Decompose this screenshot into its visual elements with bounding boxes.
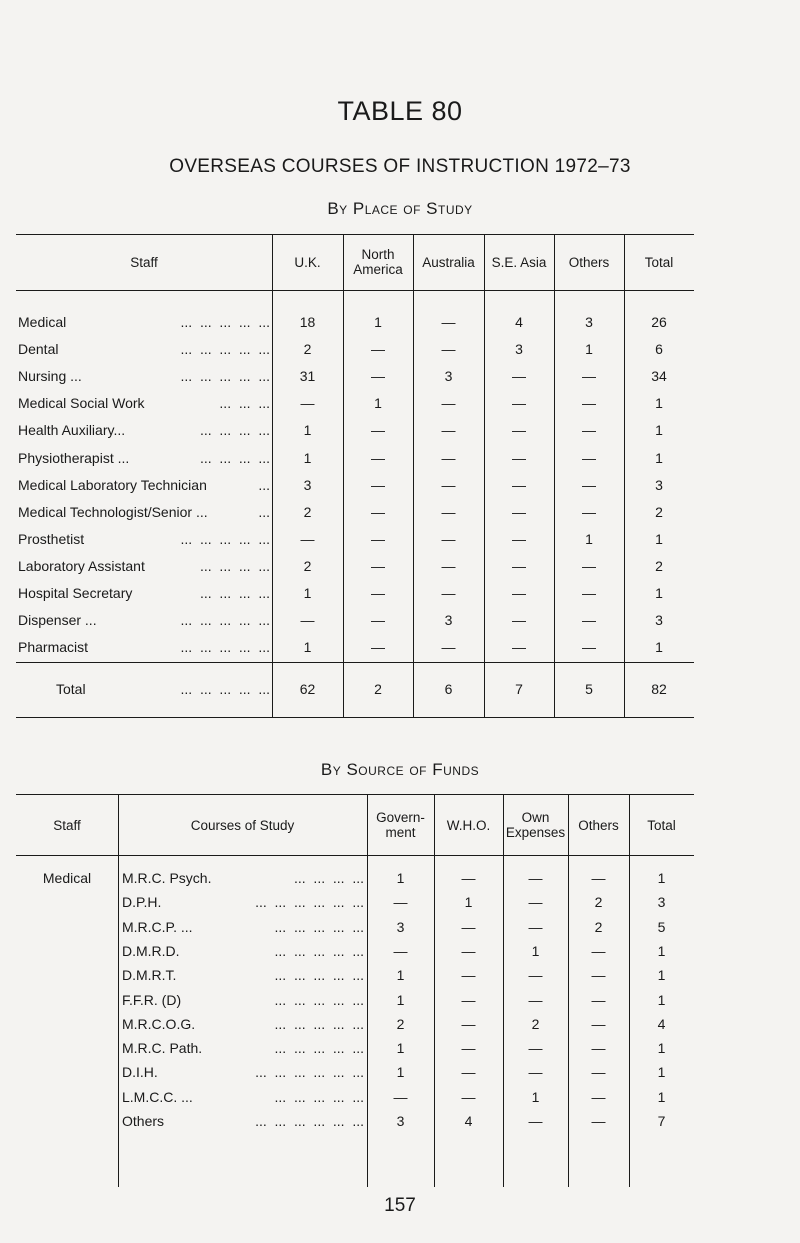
- row-leader-dots: ... ... ... ... ...: [274, 1088, 364, 1105]
- table-cell: —: [512, 585, 526, 601]
- table-cell: 18: [299, 314, 316, 330]
- table-cell: —: [528, 894, 543, 911]
- table-cell: 3: [444, 368, 453, 385]
- total-cell: 62: [299, 681, 316, 697]
- table-cell: 1: [585, 341, 593, 358]
- course-label-text: M.R.C. Path.: [122, 1040, 203, 1057]
- header-staff: Staff: [130, 255, 158, 270]
- section-place-of-study-title: By Place of Study: [327, 199, 473, 218]
- table-cell: 3: [515, 341, 523, 358]
- course-row-label: [122, 919, 364, 935]
- table-cell: 2: [594, 918, 603, 935]
- course-row-label: [122, 1016, 364, 1032]
- table-row-label: [18, 314, 270, 330]
- table-cell: —: [512, 476, 526, 493]
- table-cell: 3: [657, 894, 666, 911]
- row-leader-dots: ...: [258, 476, 270, 493]
- col-divider: [118, 794, 119, 1187]
- table-cell: —: [582, 612, 596, 629]
- row-leader-dots: ... ... ...: [219, 395, 270, 412]
- row-label-text: Pharmacist: [18, 639, 89, 656]
- total-cell: 2: [374, 681, 382, 697]
- table-cell: —: [591, 991, 606, 1008]
- table-cell: —: [461, 967, 476, 984]
- course-label-text: D.P.H.: [122, 894, 162, 911]
- table-cell: 3: [585, 314, 593, 330]
- table-cell: —: [512, 612, 526, 629]
- table-cell: 1: [655, 449, 663, 466]
- header-north-america: [343, 247, 413, 277]
- header-others: Others: [568, 255, 610, 270]
- table-cell: 1: [396, 1040, 405, 1057]
- table-cell: —: [441, 341, 456, 358]
- table-row-label: [18, 639, 270, 655]
- table-cell: —: [582, 449, 596, 466]
- table-cell: 1: [396, 1064, 405, 1081]
- course-row-label: [122, 1064, 364, 1080]
- course-row-label: [122, 1040, 364, 1056]
- table-cell: —: [591, 942, 606, 959]
- table-cell: —: [512, 449, 526, 466]
- table-cell: —: [300, 395, 315, 412]
- course-row-label: [122, 943, 364, 959]
- course-label-text: D.I.H.: [122, 1064, 158, 1081]
- table-cell: 3: [396, 918, 405, 935]
- header-own-expenses: [503, 810, 568, 840]
- table-cell: —: [393, 894, 408, 911]
- row-label-text: Prosthetist: [18, 530, 85, 547]
- course-label-text: D.M.R.T.: [122, 967, 177, 984]
- header-government-line2: ment: [385, 825, 416, 840]
- table-cell: —: [528, 967, 543, 984]
- header-total-2: Total: [647, 818, 676, 833]
- rule: [16, 234, 694, 235]
- table-row-label: [18, 504, 270, 520]
- table-cell: 1: [657, 942, 666, 959]
- table-cell: —: [300, 612, 315, 629]
- table-cell: —: [582, 395, 596, 412]
- total-row-label: [56, 681, 270, 697]
- table-cell: 1: [531, 942, 540, 959]
- table-cell: 1: [585, 530, 593, 547]
- table-cell: —: [461, 1088, 476, 1105]
- table-cell: —: [591, 1015, 606, 1032]
- table-cell: —: [528, 991, 543, 1008]
- table-cell: —: [461, 1040, 476, 1057]
- header-government-line1: Govern-: [376, 810, 425, 825]
- course-row-label: [122, 1089, 364, 1105]
- table-cell: 1: [374, 395, 382, 412]
- row-leader-dots: ... ... ... ... ...: [274, 991, 364, 1008]
- table-cell: —: [371, 585, 385, 601]
- table-cell: —: [371, 612, 385, 629]
- course-label-text: D.M.R.D.: [122, 942, 180, 959]
- table-cell: —: [393, 942, 408, 959]
- header-who: W.H.O.: [446, 818, 491, 833]
- table-cell: —: [461, 991, 476, 1008]
- table-cell: 1: [396, 870, 405, 886]
- total-cell: 6: [444, 681, 453, 697]
- row-leader-dots: ... ... ... ...: [199, 585, 270, 601]
- row-leader-dots: ... ... ... ... ...: [180, 530, 270, 547]
- row-label-text: Health Auxiliary...: [18, 422, 126, 439]
- table-cell: —: [582, 639, 596, 656]
- table-cell: 1: [657, 1064, 666, 1081]
- row-leader-dots: ... ... ... ... ...: [180, 368, 270, 385]
- table-cell: —: [512, 503, 526, 520]
- row-label-text: Physiotherapist ...: [18, 449, 130, 466]
- course-label-text: M.R.C.O.G.: [122, 1015, 196, 1032]
- header-australia: Australia: [422, 255, 475, 270]
- table-cell: —: [528, 918, 543, 935]
- table-title: TABLE 80: [337, 96, 463, 126]
- rule: [16, 662, 694, 663]
- table-cell: 3: [303, 476, 312, 493]
- header-others-2: Others: [578, 818, 619, 833]
- row-leader-dots: ... ... ... ... ...: [274, 1015, 364, 1032]
- table-cell: 31: [299, 368, 316, 385]
- table-cell: —: [591, 1113, 606, 1129]
- header-se-asia: S.E. Asia: [491, 255, 547, 270]
- table-cell: —: [461, 942, 476, 959]
- table-cell: —: [441, 449, 456, 466]
- table-cell: —: [591, 1040, 606, 1057]
- total-cell: 5: [585, 681, 593, 697]
- table-cell: 1: [655, 422, 663, 439]
- table-cell: 1: [655, 530, 663, 547]
- row-label-text: Medical Laboratory Technician: [18, 476, 207, 493]
- table-cell: —: [582, 422, 596, 439]
- table-cell: —: [441, 585, 456, 601]
- table-cell: —: [441, 314, 456, 330]
- header-own-expenses-line1: Own: [521, 810, 550, 825]
- table-cell: 2: [303, 503, 312, 520]
- row-leader-dots: ... ... ... ... ... ...: [255, 1113, 364, 1129]
- course-label-text: F.F.R. (D): [122, 991, 182, 1008]
- table-cell: 1: [657, 991, 666, 1008]
- table-cell: 4: [464, 1113, 473, 1129]
- table-cell: —: [300, 530, 315, 547]
- table-cell: —: [371, 341, 385, 358]
- total-cell: 82: [651, 681, 667, 697]
- row-leader-dots: ... ... ... ... ...: [180, 314, 270, 330]
- table-cell: 1: [531, 1088, 540, 1105]
- table-cell: 3: [655, 612, 663, 629]
- row-leader-dots: ... ... ... ... ...: [274, 942, 364, 959]
- table-cell: —: [461, 918, 476, 935]
- course-row-label: [122, 992, 364, 1008]
- table-cell: —: [528, 1040, 543, 1057]
- table-cell: —: [582, 476, 596, 493]
- table-row-label: [18, 395, 270, 411]
- table-cell: 1: [657, 1040, 666, 1057]
- table-cell: 1: [655, 395, 663, 412]
- course-row-label: [122, 967, 364, 983]
- table-cell: 2: [655, 503, 663, 520]
- table-cell: 1: [657, 870, 666, 886]
- table-cell: 1: [655, 585, 663, 601]
- table-row-label: [18, 612, 270, 628]
- table-cell: 2: [396, 1015, 405, 1032]
- table-cell: 1: [657, 967, 666, 984]
- table-cell: 6: [655, 341, 663, 358]
- table-cell: 3: [396, 1113, 405, 1129]
- row-leader-dots: ... ... ... ... ...: [180, 341, 270, 358]
- table-cell: —: [371, 476, 385, 493]
- course-row-label: [122, 870, 364, 886]
- table-cell: 1: [303, 639, 312, 656]
- table-cell: 1: [464, 894, 473, 911]
- row-leader-dots: ... ... ... ... ...: [274, 1040, 364, 1057]
- table-cell: —: [591, 967, 606, 984]
- table-cell: —: [512, 422, 526, 439]
- staff-medical-label: Medical: [42, 870, 92, 886]
- row-label-text: Medical: [18, 314, 67, 330]
- header-government: [367, 810, 434, 840]
- table-cell: —: [441, 395, 456, 412]
- table-cell: —: [461, 870, 476, 886]
- table-cell: 1: [374, 314, 382, 330]
- table-cell: 1: [657, 1088, 666, 1105]
- table-cell: —: [461, 1064, 476, 1081]
- table-row-label: [18, 477, 270, 493]
- table-cell: —: [441, 530, 456, 547]
- header-north-america-line1: North: [361, 247, 395, 262]
- table-cell: —: [461, 1015, 476, 1032]
- table-cell: 3: [444, 612, 453, 629]
- table-cell: —: [371, 639, 385, 656]
- course-label-text: L.M.C.C. ...: [122, 1088, 193, 1105]
- table-cell: —: [591, 1064, 606, 1081]
- header-north-america-line2: America: [353, 262, 403, 277]
- table-cell: 2: [303, 341, 312, 358]
- table-cell: —: [371, 368, 385, 385]
- row-leader-dots: ...: [258, 503, 270, 520]
- section-source-of-funds-title: By Source of Funds: [320, 760, 480, 779]
- table-cell: —: [371, 422, 385, 439]
- table-cell: —: [371, 449, 385, 466]
- table-cell: —: [512, 557, 526, 574]
- table-cell: —: [512, 395, 526, 412]
- row-label-text: Hospital Secretary: [18, 585, 133, 601]
- table-cell: 3: [655, 476, 663, 493]
- table-row-label: [18, 558, 270, 574]
- table-cell: —: [441, 476, 456, 493]
- row-leader-dots: ... ... ... ...: [293, 870, 364, 886]
- course-label-text: M.R.C.P. ...: [122, 918, 193, 935]
- table-cell: —: [591, 870, 606, 886]
- row-label-text: Medical Social Work: [18, 395, 145, 412]
- table-cell: 7: [657, 1113, 666, 1129]
- row-label-text: Dental: [18, 341, 59, 358]
- table-cell: 4: [515, 314, 523, 330]
- table-cell: —: [512, 530, 526, 547]
- table-cell: —: [582, 503, 596, 520]
- table-cell: 4: [657, 1015, 666, 1032]
- table-cell: 1: [396, 991, 405, 1008]
- table-cell: —: [371, 503, 385, 520]
- course-row-label: [122, 1113, 364, 1129]
- table-cell: —: [371, 530, 385, 547]
- rule: [16, 290, 694, 291]
- table-cell: —: [528, 1113, 543, 1129]
- header-own-expenses-line2: Expenses: [505, 825, 566, 840]
- table-cell: —: [582, 557, 596, 574]
- table-row-label: [18, 585, 270, 601]
- table-cell: 2: [594, 894, 603, 911]
- table-cell: —: [441, 639, 456, 656]
- row-leader-dots: ... ... ... ... ...: [274, 967, 364, 984]
- table-cell: 1: [655, 639, 663, 656]
- table-cell: 1: [396, 967, 405, 984]
- table-row-label: [18, 531, 270, 547]
- table-cell: 2: [531, 1015, 540, 1032]
- table-row-label: [18, 368, 270, 384]
- table-cell: —: [371, 557, 385, 574]
- total-cell: 7: [515, 681, 523, 697]
- row-label-text: Nursing ...: [18, 368, 82, 385]
- table-row-label: [18, 422, 270, 438]
- rule: [16, 717, 694, 718]
- course-label-text: Others: [122, 1113, 165, 1129]
- row-leader-dots: ... ... ... ... ... ...: [255, 1064, 364, 1081]
- table-cell: 1: [303, 449, 312, 466]
- page-number: 157: [384, 1195, 416, 1216]
- table-cell: 5: [657, 918, 666, 935]
- table-cell: —: [441, 503, 456, 520]
- header-staff-2: Staff: [53, 818, 81, 833]
- header-uk: U.K.: [294, 255, 321, 270]
- table-row-label: [18, 341, 270, 357]
- row-label-text: Laboratory Assistant: [18, 557, 145, 574]
- row-leader-dots: ... ... ... ... ...: [180, 639, 270, 656]
- table-cell: 2: [655, 557, 663, 574]
- row-leader-dots: ... ... ... ... ...: [274, 918, 364, 935]
- row-leader-dots: ... ... ... ... ...: [180, 681, 270, 697]
- row-leader-dots: ... ... ... ...: [199, 449, 270, 466]
- table-cell: —: [512, 368, 526, 385]
- header-total: Total: [644, 255, 674, 270]
- table-cell: 2: [303, 557, 312, 574]
- table-cell: —: [528, 870, 543, 886]
- row-label-text: Total: [56, 681, 86, 697]
- table-row-label: [18, 450, 270, 466]
- table-subtitle: OVERSEAS COURSES OF INSTRUCTION 1972–73: [169, 156, 631, 177]
- table-cell: 1: [303, 585, 312, 601]
- table-cell: —: [582, 585, 596, 601]
- course-label-text: M.R.C. Psych.: [122, 870, 212, 886]
- row-leader-dots: ... ... ... ... ... ...: [255, 894, 364, 911]
- table-cell: —: [528, 1064, 543, 1081]
- row-leader-dots: ... ... ... ... ...: [180, 612, 270, 629]
- header-courses: Courses of Study: [190, 818, 295, 833]
- table-cell: 1: [303, 422, 312, 439]
- table-cell: —: [512, 639, 526, 656]
- table-cell: —: [441, 557, 456, 574]
- table-cell: —: [393, 1088, 408, 1105]
- row-label-text: Dispenser ...: [18, 612, 97, 629]
- table-cell: —: [582, 368, 596, 385]
- table-cell: —: [441, 422, 456, 439]
- row-leader-dots: ... ... ... ...: [199, 422, 270, 439]
- course-row-label: [122, 894, 364, 910]
- table-cell: 26: [651, 314, 667, 330]
- row-label-text: Medical Technologist/Senior ...: [18, 503, 208, 520]
- row-leader-dots: ... ... ... ...: [199, 557, 270, 574]
- table-cell: 34: [651, 368, 667, 385]
- table-cell: —: [591, 1088, 606, 1105]
